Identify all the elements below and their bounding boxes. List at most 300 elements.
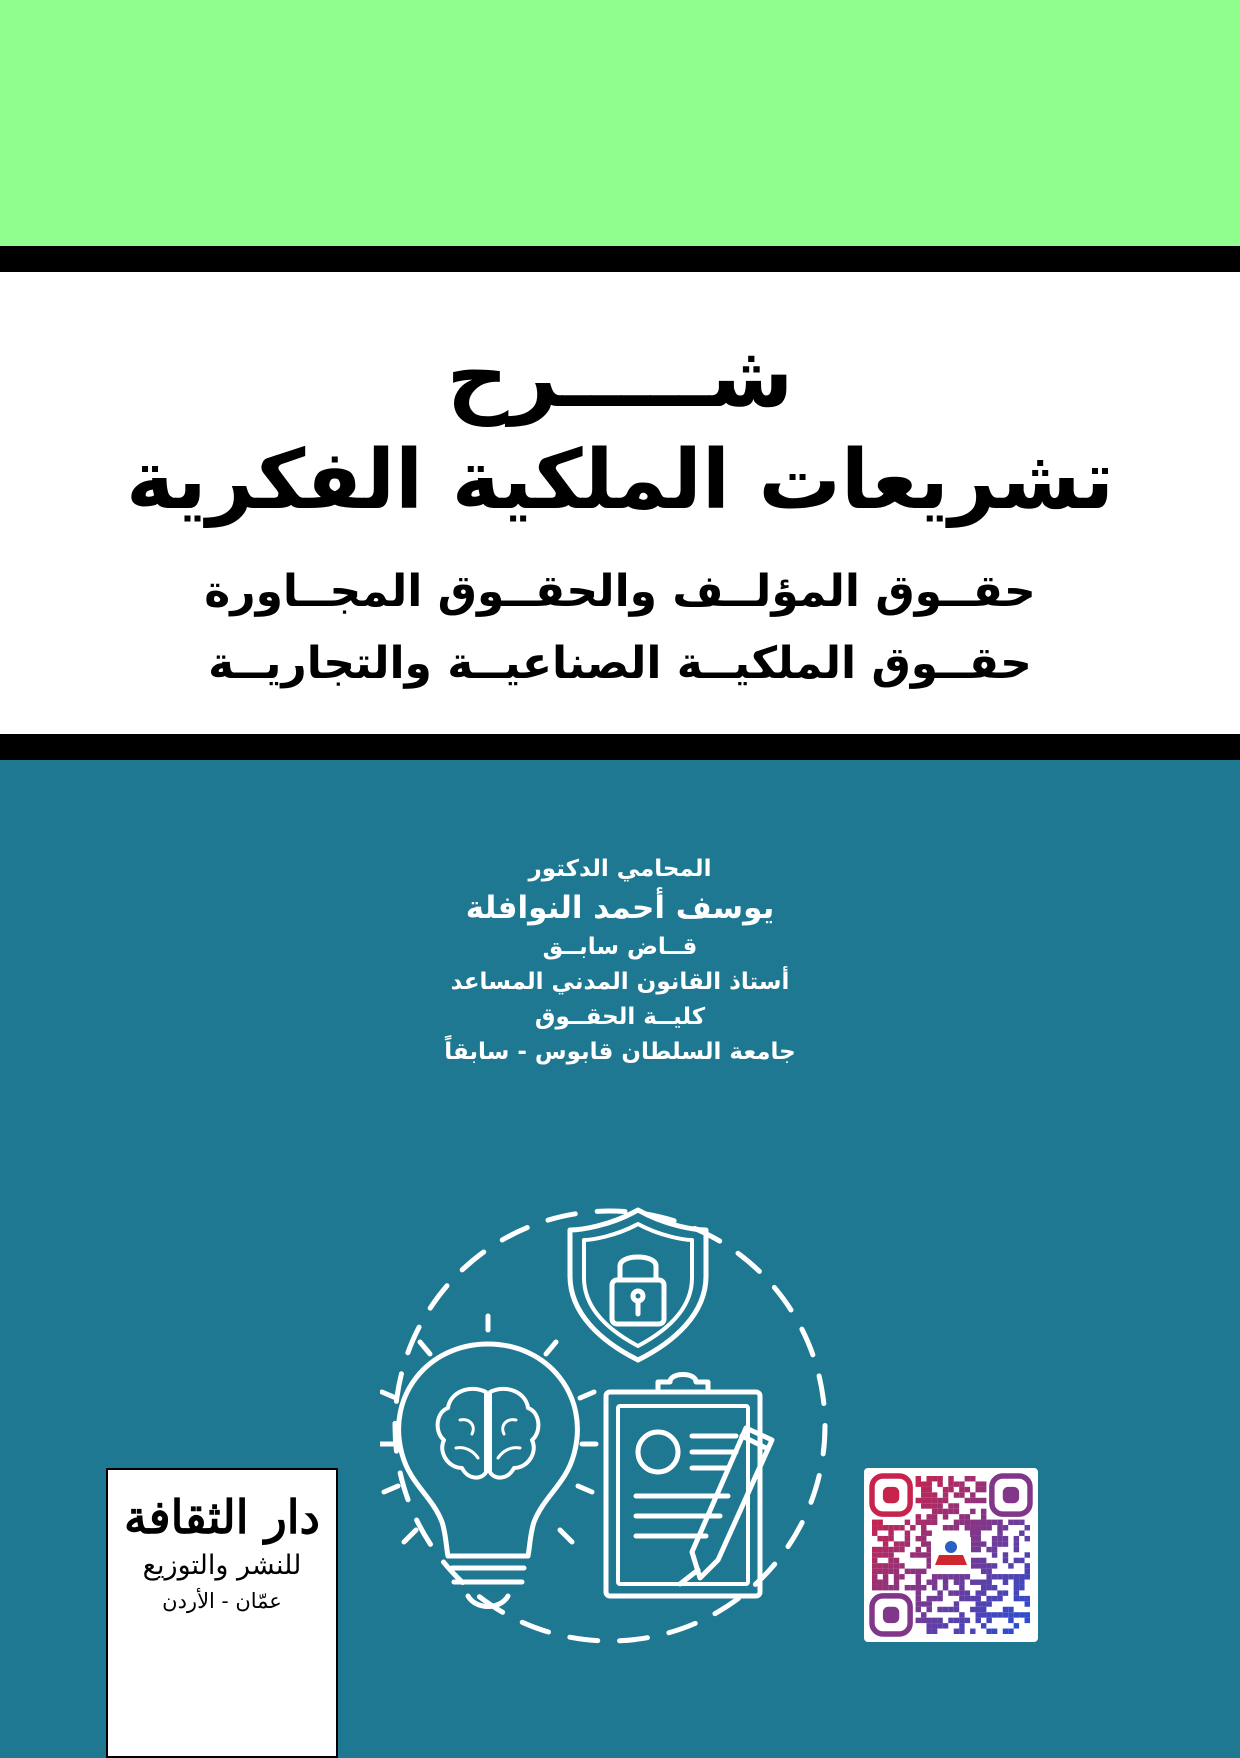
qr-module: [1014, 1590, 1019, 1595]
qr-module: [921, 1618, 926, 1623]
qr-module: [926, 1629, 931, 1634]
qr-module: [965, 1476, 970, 1481]
publisher-city: عمّان - الأردن: [162, 1589, 282, 1614]
qr-module: [932, 1520, 937, 1525]
qr-module: [997, 1520, 1002, 1525]
qr-module: [970, 1509, 975, 1514]
qr-module: [992, 1536, 997, 1541]
qr-module: [883, 1547, 888, 1552]
qr-module: [1014, 1558, 1019, 1563]
qr-module: [926, 1498, 931, 1503]
qr-module: [877, 1520, 882, 1525]
qr-module: [981, 1481, 986, 1486]
qr-module: [986, 1520, 991, 1525]
author-credential: قــاض سابــق: [542, 934, 698, 960]
qr-module: [970, 1607, 975, 1612]
qr-module: [1014, 1574, 1019, 1579]
qr-module: [883, 1569, 888, 1574]
qr-module: [1025, 1536, 1030, 1541]
qr-module: [932, 1585, 937, 1590]
qr-module: [916, 1552, 921, 1557]
qr-module: [981, 1487, 986, 1492]
qr-module: [1014, 1623, 1019, 1628]
qr-module: [888, 1558, 893, 1563]
qr-module: [943, 1623, 948, 1628]
qr-module: [888, 1547, 893, 1552]
qr-module: [932, 1580, 937, 1585]
qr-module: [976, 1601, 981, 1606]
qr-module: [959, 1596, 964, 1601]
qr-module: [883, 1536, 888, 1541]
qr-module: [921, 1585, 926, 1590]
qr-finder-center: [883, 1607, 899, 1623]
qr-module: [926, 1487, 931, 1492]
qr-module: [1008, 1520, 1013, 1525]
qr-module: [986, 1525, 991, 1530]
qr-module: [894, 1541, 899, 1546]
qr-module: [1014, 1596, 1019, 1601]
qr-module: [954, 1580, 959, 1585]
qr-module: [981, 1590, 986, 1595]
qr-module: [888, 1530, 893, 1535]
qr-module: [916, 1476, 921, 1481]
qr-module: [976, 1536, 981, 1541]
qr-module: [959, 1629, 964, 1634]
qr-module: [899, 1541, 904, 1546]
qr-module: [970, 1629, 975, 1634]
qr-module: [921, 1536, 926, 1541]
qr-module: [883, 1552, 888, 1557]
qr-module: [872, 1525, 877, 1530]
qr-module: [921, 1569, 926, 1574]
lightbulb-brain-icon: [380, 1316, 596, 1607]
qr-module: [976, 1481, 981, 1486]
qr-module: [986, 1596, 991, 1601]
qr-module: [970, 1498, 975, 1503]
qr-module: [932, 1509, 937, 1514]
shield-lock-icon: [570, 1210, 706, 1360]
qr-module: [970, 1580, 975, 1585]
qr-module: [997, 1596, 1002, 1601]
qr-module: [986, 1618, 991, 1623]
qr-module: [959, 1580, 964, 1585]
qr-module: [888, 1536, 893, 1541]
qr-module: [921, 1612, 926, 1617]
qr-module: [948, 1525, 953, 1530]
qr-module: [937, 1590, 942, 1595]
qr-module: [948, 1618, 953, 1623]
qr-module: [916, 1536, 921, 1541]
qr-module: [981, 1558, 986, 1563]
qr-module: [986, 1585, 991, 1590]
qr-module: [1025, 1569, 1030, 1574]
qr-module: [926, 1580, 931, 1585]
qr-module: [894, 1569, 899, 1574]
qr-module: [997, 1574, 1002, 1579]
qr-module: [894, 1585, 899, 1590]
qr-module: [921, 1525, 926, 1530]
qr-module: [959, 1514, 964, 1519]
qr-module: [872, 1520, 877, 1525]
qr-module: [992, 1596, 997, 1601]
qr-module: [948, 1481, 953, 1486]
qr-module: [1014, 1612, 1019, 1617]
qr-module: [959, 1612, 964, 1617]
qr-module: [986, 1574, 991, 1579]
qr-module: [954, 1618, 959, 1623]
title-top: شـــــرح: [446, 327, 794, 427]
qr-module: [965, 1596, 970, 1601]
qr-module: [916, 1481, 921, 1486]
qr-module: [992, 1629, 997, 1634]
qr-module: [943, 1492, 948, 1497]
qr-module: [954, 1590, 959, 1595]
qr-module: [916, 1596, 921, 1601]
qr-module: [937, 1509, 942, 1514]
qr-module: [916, 1585, 921, 1590]
qr-module: [976, 1541, 981, 1546]
qr-module: [883, 1585, 888, 1590]
qr-module: [1008, 1612, 1013, 1617]
qr-module: [997, 1612, 1002, 1617]
qr-module: [1019, 1530, 1024, 1535]
qr-module: [992, 1520, 997, 1525]
qr-module: [937, 1596, 942, 1601]
qr-module: [877, 1563, 882, 1568]
qr-module: [1003, 1525, 1008, 1530]
qr-module: [981, 1601, 986, 1606]
qr-module: [965, 1520, 970, 1525]
qr-module: [1019, 1520, 1024, 1525]
qr-module: [981, 1580, 986, 1585]
qr-module: [992, 1563, 997, 1568]
qr-module: [877, 1580, 882, 1585]
qr-module: [910, 1585, 915, 1590]
qr-module: [948, 1487, 953, 1492]
qr-module: [921, 1498, 926, 1503]
qr-module: [899, 1563, 904, 1568]
qr-module: [883, 1563, 888, 1568]
qr-module: [943, 1580, 948, 1585]
qr-module: [872, 1569, 877, 1574]
qr-module: [916, 1569, 921, 1574]
qr-module: [1025, 1552, 1030, 1557]
qr-module: [954, 1492, 959, 1497]
qr-module: [910, 1552, 915, 1557]
qr-module: [970, 1492, 975, 1497]
qr-module: [932, 1498, 937, 1503]
qr-module: [943, 1585, 948, 1590]
qr-module: [1008, 1574, 1013, 1579]
qr-module: [970, 1520, 975, 1525]
qr-module: [992, 1612, 997, 1617]
qr-module: [948, 1476, 953, 1481]
qr-module: [910, 1569, 915, 1574]
qr-module: [872, 1585, 877, 1590]
qr-module: [976, 1525, 981, 1530]
qr-module: [992, 1585, 997, 1590]
qr-module: [932, 1623, 937, 1628]
qr-module: [916, 1520, 921, 1525]
qr-module: [872, 1580, 877, 1585]
author-name: يوسف أحمد النوافلة: [465, 890, 775, 926]
qr-module: [970, 1596, 975, 1601]
qr-module: [1019, 1612, 1024, 1617]
qr-module: [905, 1569, 910, 1574]
qr-module: [883, 1574, 888, 1579]
qr-module: [916, 1607, 921, 1612]
qr-module: [1019, 1558, 1024, 1563]
qr-module: [1003, 1590, 1008, 1595]
qr-module: [970, 1476, 975, 1481]
qr-module: [992, 1547, 997, 1552]
qr-module: [976, 1596, 981, 1601]
qr-module: [926, 1601, 931, 1606]
qr-module: [976, 1547, 981, 1552]
qr-module: [916, 1498, 921, 1503]
qr-module: [926, 1492, 931, 1497]
author-credential: كليــة الحقــوق: [534, 1004, 706, 1030]
qr-module: [965, 1590, 970, 1595]
qr-module: [921, 1481, 926, 1486]
qr-module: [937, 1618, 942, 1623]
qr-module: [921, 1492, 926, 1497]
qr-module: [943, 1509, 948, 1514]
publisher-logo: [106, 1468, 338, 1758]
qr-module: [899, 1547, 904, 1552]
qr-module: [905, 1536, 910, 1541]
qr-module: [905, 1520, 910, 1525]
qr-module: [976, 1590, 981, 1595]
qr-module: [965, 1487, 970, 1492]
qr-module: [976, 1530, 981, 1535]
qr-module: [932, 1629, 937, 1634]
qr-module: [981, 1541, 986, 1546]
bottom-black-rule: [0, 734, 1240, 760]
qr-module: [877, 1569, 882, 1574]
qr-module: [926, 1530, 931, 1535]
qr-code-icon[interactable]: [864, 1468, 1038, 1642]
qr-module: [948, 1590, 953, 1595]
qr-module: [894, 1574, 899, 1579]
qr-module: [910, 1525, 915, 1530]
qr-module: [926, 1503, 931, 1508]
qr-module: [916, 1618, 921, 1623]
qr-module: [877, 1552, 882, 1557]
qr-module: [997, 1590, 1002, 1595]
qr-module: [954, 1607, 959, 1612]
qr-module: [916, 1590, 921, 1595]
book-title: تشريعات الملكية الفكرية: [126, 433, 1114, 528]
qr-module: [948, 1574, 953, 1579]
qr-module: [926, 1618, 931, 1623]
author-block: [300, 858, 940, 1076]
intellectual-property-illustration: [380, 1196, 840, 1666]
qr-finder-center: [883, 1487, 899, 1503]
qr-module: [937, 1481, 942, 1486]
qr-finder-center: [1003, 1487, 1019, 1503]
title-panel: [0, 272, 1240, 734]
qr-module: [986, 1569, 991, 1574]
qr-module: [921, 1487, 926, 1492]
qr-module: [959, 1574, 964, 1579]
qr-module: [1008, 1607, 1013, 1612]
qr-module: [1025, 1596, 1030, 1601]
qr-module: [948, 1509, 953, 1514]
qr-module: [1019, 1580, 1024, 1585]
qr-module: [954, 1601, 959, 1606]
top-black-rule: [0, 246, 1240, 272]
qr-module: [943, 1487, 948, 1492]
qr-module: [1014, 1585, 1019, 1590]
publisher-subtitle: للنشر والتوزيع: [142, 1549, 302, 1581]
qr-module: [921, 1530, 926, 1535]
qr-module: [1003, 1552, 1008, 1557]
qr-module: [872, 1563, 877, 1568]
qr-module: [888, 1585, 893, 1590]
qr-module: [921, 1503, 926, 1508]
qr-module: [976, 1580, 981, 1585]
qr-module: [976, 1487, 981, 1492]
qr-module: [1003, 1574, 1008, 1579]
qr-module: [888, 1569, 893, 1574]
qr-module: [905, 1530, 910, 1535]
qr-module: [1019, 1585, 1024, 1590]
qr-module: [981, 1563, 986, 1568]
qr-module: [997, 1536, 1002, 1541]
qr-module: [1014, 1536, 1019, 1541]
qr-module: [976, 1498, 981, 1503]
qr-module: [932, 1476, 937, 1481]
subtitle-copyright: حقــوق المؤلــف والحقــوق المجــاورة: [204, 566, 1036, 617]
qr-module: [992, 1541, 997, 1546]
qr-module: [872, 1552, 877, 1557]
qr-module: [888, 1552, 893, 1557]
qr-module: [965, 1525, 970, 1530]
qr-module: [899, 1525, 904, 1530]
qr-module: [954, 1509, 959, 1514]
qr-module: [921, 1601, 926, 1606]
qr-module: [926, 1481, 931, 1486]
qr-module: [926, 1607, 931, 1612]
qr-module: [888, 1525, 893, 1530]
qr-module: [976, 1612, 981, 1617]
qr-module: [965, 1498, 970, 1503]
qr-module: [959, 1585, 964, 1590]
qr-module: [921, 1552, 926, 1557]
qr-module: [1019, 1574, 1024, 1579]
qr-module: [872, 1547, 877, 1552]
qr-module: [894, 1558, 899, 1563]
qr-module: [997, 1525, 1002, 1530]
qr-module: [894, 1525, 899, 1530]
qr-module: [976, 1607, 981, 1612]
qr-module: [932, 1618, 937, 1623]
qr-module: [986, 1580, 991, 1585]
author-title: المحامي الدكتور: [528, 856, 712, 882]
qr-module: [932, 1574, 937, 1579]
qr-module: [888, 1563, 893, 1568]
qr-module: [992, 1552, 997, 1557]
qr-module: [1003, 1607, 1008, 1612]
qr-module: [926, 1520, 931, 1525]
qr-module: [1014, 1520, 1019, 1525]
qr-module: [937, 1574, 942, 1579]
qr-module: [1025, 1525, 1030, 1530]
qr-module: [1025, 1612, 1030, 1617]
qr-module: [916, 1514, 921, 1519]
qr-module: [981, 1525, 986, 1530]
qr-module: [986, 1563, 991, 1568]
qr-module: [894, 1563, 899, 1568]
qr-module: [872, 1558, 877, 1563]
qr-module: [992, 1574, 997, 1579]
qr-module: [877, 1585, 882, 1590]
qr-module: [1014, 1541, 1019, 1546]
publisher-name: دار الثقافة: [123, 1490, 321, 1544]
top-color-band: [0, 0, 1240, 246]
qr-module: [872, 1530, 877, 1535]
qr-module: [976, 1520, 981, 1525]
qr-module: [937, 1503, 942, 1508]
qr-module: [954, 1503, 959, 1508]
qr-module: [997, 1530, 1002, 1535]
qr-module: [981, 1569, 986, 1574]
qr-module: [932, 1596, 937, 1601]
qr-module: [937, 1476, 942, 1481]
qr-module: [883, 1525, 888, 1530]
qr-module: [1025, 1563, 1030, 1568]
qr-module: [959, 1492, 964, 1497]
qr-module: [921, 1541, 926, 1546]
qr-module: [1019, 1596, 1024, 1601]
qr-module: [959, 1481, 964, 1486]
qr-module: [1003, 1541, 1008, 1546]
qr-module: [981, 1498, 986, 1503]
qr-module: [926, 1596, 931, 1601]
qr-module: [965, 1618, 970, 1623]
qr-module: [1025, 1574, 1030, 1579]
qr-module: [1003, 1612, 1008, 1617]
qr-module: [981, 1607, 986, 1612]
qr-module: [932, 1514, 937, 1519]
qr-module: [959, 1623, 964, 1628]
author-credential: جامعة السلطان قابوس - سابقاً: [444, 1039, 796, 1065]
qr-module: [1008, 1563, 1013, 1568]
qr-module: [954, 1481, 959, 1486]
qr-module: [1008, 1629, 1013, 1634]
author-credential: أستاذ القانون المدني المساعد: [450, 969, 790, 995]
qr-module: [916, 1547, 921, 1552]
qr-module: [981, 1585, 986, 1590]
qr-module: [948, 1607, 953, 1612]
qr-module: [986, 1601, 991, 1606]
qr-module: [877, 1536, 882, 1541]
qr-module: [943, 1514, 948, 1519]
qr-module: [981, 1520, 986, 1525]
qr-module: [937, 1498, 942, 1503]
qr-module: [1025, 1601, 1030, 1606]
qr-module: [954, 1525, 959, 1530]
qr-module: [916, 1580, 921, 1585]
qr-module: [986, 1547, 991, 1552]
qr-module: [877, 1525, 882, 1530]
qr-module: [981, 1514, 986, 1519]
qr-module: [959, 1618, 964, 1623]
qr-module: [976, 1563, 981, 1568]
qr-module: [932, 1503, 937, 1508]
subtitle-industrial-property: حقــوق الملكيــة الصناعيــة والتجاريــة: [208, 638, 1032, 689]
